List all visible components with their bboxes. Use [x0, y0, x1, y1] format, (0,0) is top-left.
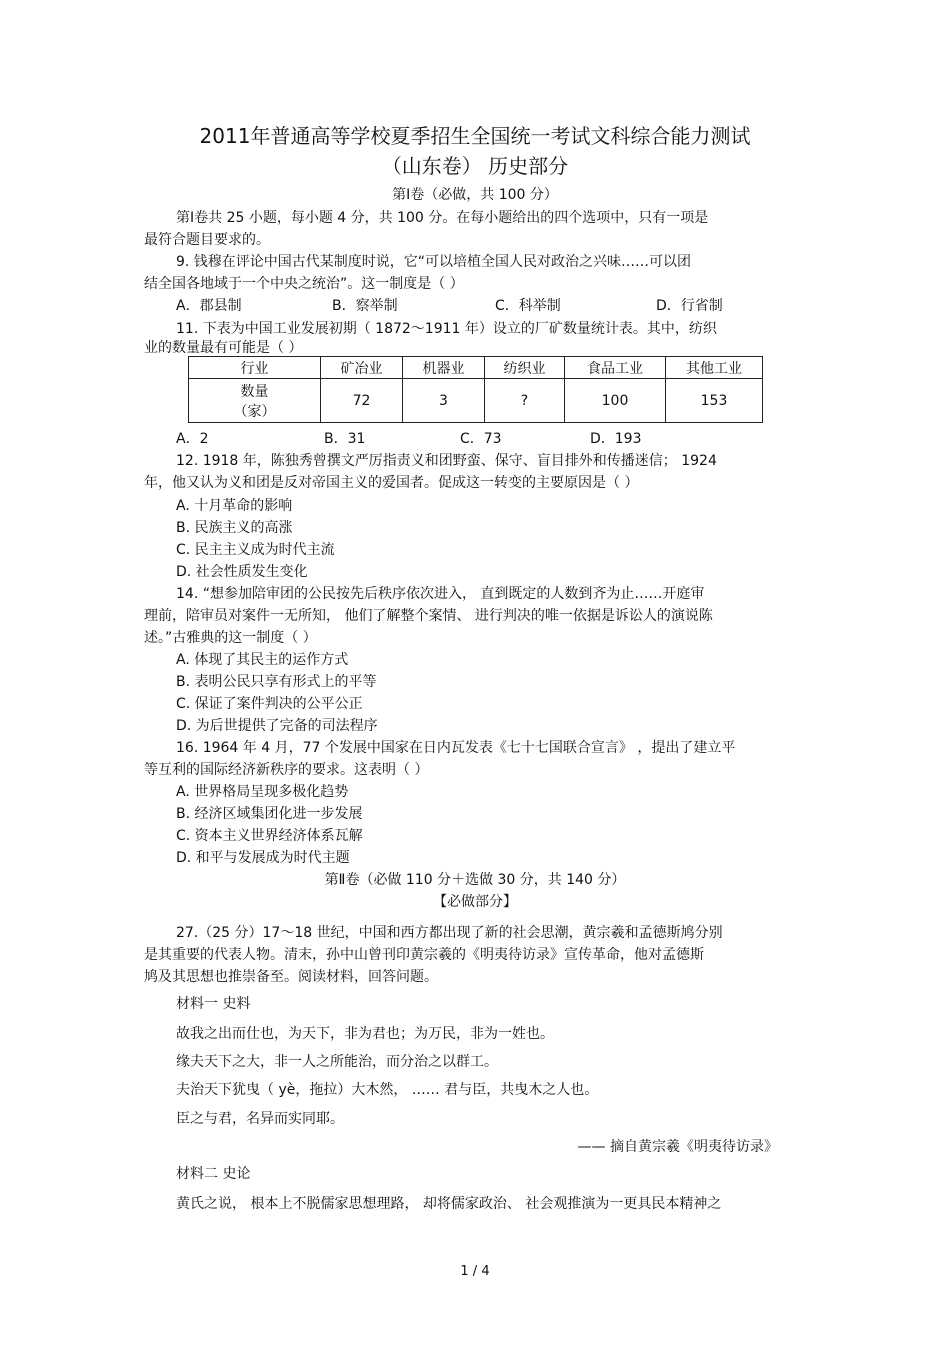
table-cell: ?: [485, 379, 565, 423]
material1-title: 材料一 史料: [176, 996, 251, 1012]
part2-header: 第Ⅱ卷（必做 110 分＋选做 30 分，共 140 分）: [324, 872, 626, 888]
material2-line: 黄氏之说， 根本上不脱儒家思想理路， 却将儒家政治、 社会观推演为一更具民本精神之: [176, 1196, 722, 1212]
page-number: 1 / 4: [460, 1264, 490, 1279]
q12-option-a: A. 十月革命的影响: [176, 498, 293, 514]
table-row-label: [189, 379, 321, 423]
q11-option-a: A．2: [176, 431, 209, 447]
q16-option-c: C. 资本主义世界经济体系瓦解: [176, 828, 363, 844]
q11-stem: 业的数量最有可能是（ ）: [144, 340, 303, 356]
table-cell: 100: [565, 379, 666, 423]
factory-stats-table: [188, 356, 763, 423]
q9-option-c: C．科举制: [495, 298, 561, 314]
q14-option-d: D. 为后世提供了完备的司法程序: [176, 718, 378, 734]
q27-stem: 鸠及其思想也推崇备至。阅读材料，回答问题。: [144, 969, 438, 985]
required-section-header: 【必做部分】: [433, 894, 517, 910]
q16-option-a: A. 世界格局呈现多极化趋势: [176, 784, 349, 800]
q16-stem: 16. 1964 年 4 月，77 个发展中国家在日内瓦发表《七十七国联合宣言》 ，提出了建立平: [176, 740, 736, 756]
q11-stem: 11. 下表为中国工业发展初期（ 1872～1911 年）设立的厂矿数量统计表。其中，纺织: [176, 321, 717, 337]
q27-stem: 27.（25 分）17～18 世纪，中国和西方都出现了新的社会思潮，黄宗羲和孟德斯鸠分别: [176, 925, 723, 941]
exam-title: 2011年普通高等学校夏季招生全国统一考试文科综合能力测试: [199, 124, 751, 148]
q11-option-d: D．193: [590, 431, 642, 447]
q9-option-d: D．行省制: [656, 298, 723, 314]
material1-line: 臣之与君，名异而实同耶。: [176, 1111, 344, 1127]
q12-option-b: B. 民族主义的高涨: [176, 520, 293, 536]
material1-source: —— 摘自黄宗羲《明夷待访录》: [577, 1139, 778, 1155]
table-row: [189, 379, 763, 423]
q14-stem: 述。”古雅典的这一制度（ ）: [144, 630, 317, 646]
q14-option-a: A. 体现了其民主的运作方式: [176, 652, 349, 668]
material1-line: 故我之出而仕也，为天下，非为君也；为万民，非为一姓也。: [176, 1026, 554, 1042]
q12-option-d: D. 社会性质发生变化: [176, 564, 308, 580]
q14-stem: 理前，陪审员对案件一无所知， 他们了解整个案情、 进行判决的唯一依据是诉讼人的演说陈: [144, 608, 713, 624]
table-header-cell: 矿冶业: [321, 357, 403, 379]
table-cell: 72: [321, 379, 403, 423]
material2-title: 材料二 史论: [176, 1166, 251, 1182]
q11-option-c: C．73: [460, 431, 502, 447]
q12-stem: 年，他又认为义和团是反对帝国主义的爱国者。促成这一转变的主要原因是（ ）: [144, 475, 639, 491]
q14-stem: 14. “想参加陪审团的公民按先后秩序依次进入， 直到既定的人数到齐为止……开庭审: [176, 586, 705, 602]
table-header-cell: 行业: [189, 357, 321, 379]
q16-option-d: D. 和平与发展成为时代主题: [176, 850, 350, 866]
table-header-row: [189, 357, 763, 379]
q9-option-b: B．察举制: [332, 298, 398, 314]
q16-stem: 等互利的国际经济新秩序的要求。这表明（ ）: [144, 762, 429, 778]
q12-stem: 12. 1918 年，陈独秀曾撰文严厉指责义和团野蛮、保守、盲目排外和传播迷信； 1924: [176, 453, 717, 469]
q12-option-c: C. 民主主义成为时代主流: [176, 542, 335, 558]
row-label-line2: （家）: [233, 403, 276, 420]
table-header-cell: 其他工业: [666, 357, 763, 379]
table-cell: 153: [666, 379, 763, 423]
table-header-cell: 纺织业: [485, 357, 565, 379]
material1-line: 缘夫天下之大，非一人之所能治，而分治之以群工。: [176, 1054, 498, 1070]
q27-stem: 是其重要的代表人物。清末，孙中山曾刊印黄宗羲的《明夷待访录》宣传革命，他对孟德斯: [144, 947, 704, 963]
part1-intro-line: 第Ⅰ卷共 25 小题，每小题 4 分，共 100 分。在每小题给出的四个选项中，只有一项是: [176, 210, 709, 226]
q9-stem: 9. 钱穆在评论中国古代某制度时说，它“可以培植全国人民对政治之兴味……可以团: [176, 254, 692, 270]
part1-header: 第Ⅰ卷（必做，共 100 分）: [392, 187, 558, 203]
table-header-cell: 机器业: [403, 357, 485, 379]
q9-option-a: A．郡县制: [176, 298, 242, 314]
q11-option-b: B．31: [324, 431, 366, 447]
part1-intro-line: 最符合题目要求的。: [144, 232, 270, 248]
material1-line: 夫治天下犹曳（ yè，拖拉）大木然， …… 君与臣，共曳木之人也。: [176, 1082, 599, 1098]
q9-stem: 结全国各地域于一个中央之统治”。这一制度是（ ）: [144, 276, 464, 292]
q14-option-b: B. 表明公民只享有形式上的平等: [176, 674, 377, 690]
q16-option-b: B. 经济区域集团化进一步发展: [176, 806, 363, 822]
exam-subtitle: （山东卷） 历史部分: [381, 154, 569, 178]
table-header-cell: 食品工业: [565, 357, 666, 379]
row-label-line1: 数量: [240, 383, 269, 400]
table-cell: 3: [403, 379, 485, 423]
q14-option-c: C. 保证了案件判决的公平公正: [176, 696, 363, 712]
